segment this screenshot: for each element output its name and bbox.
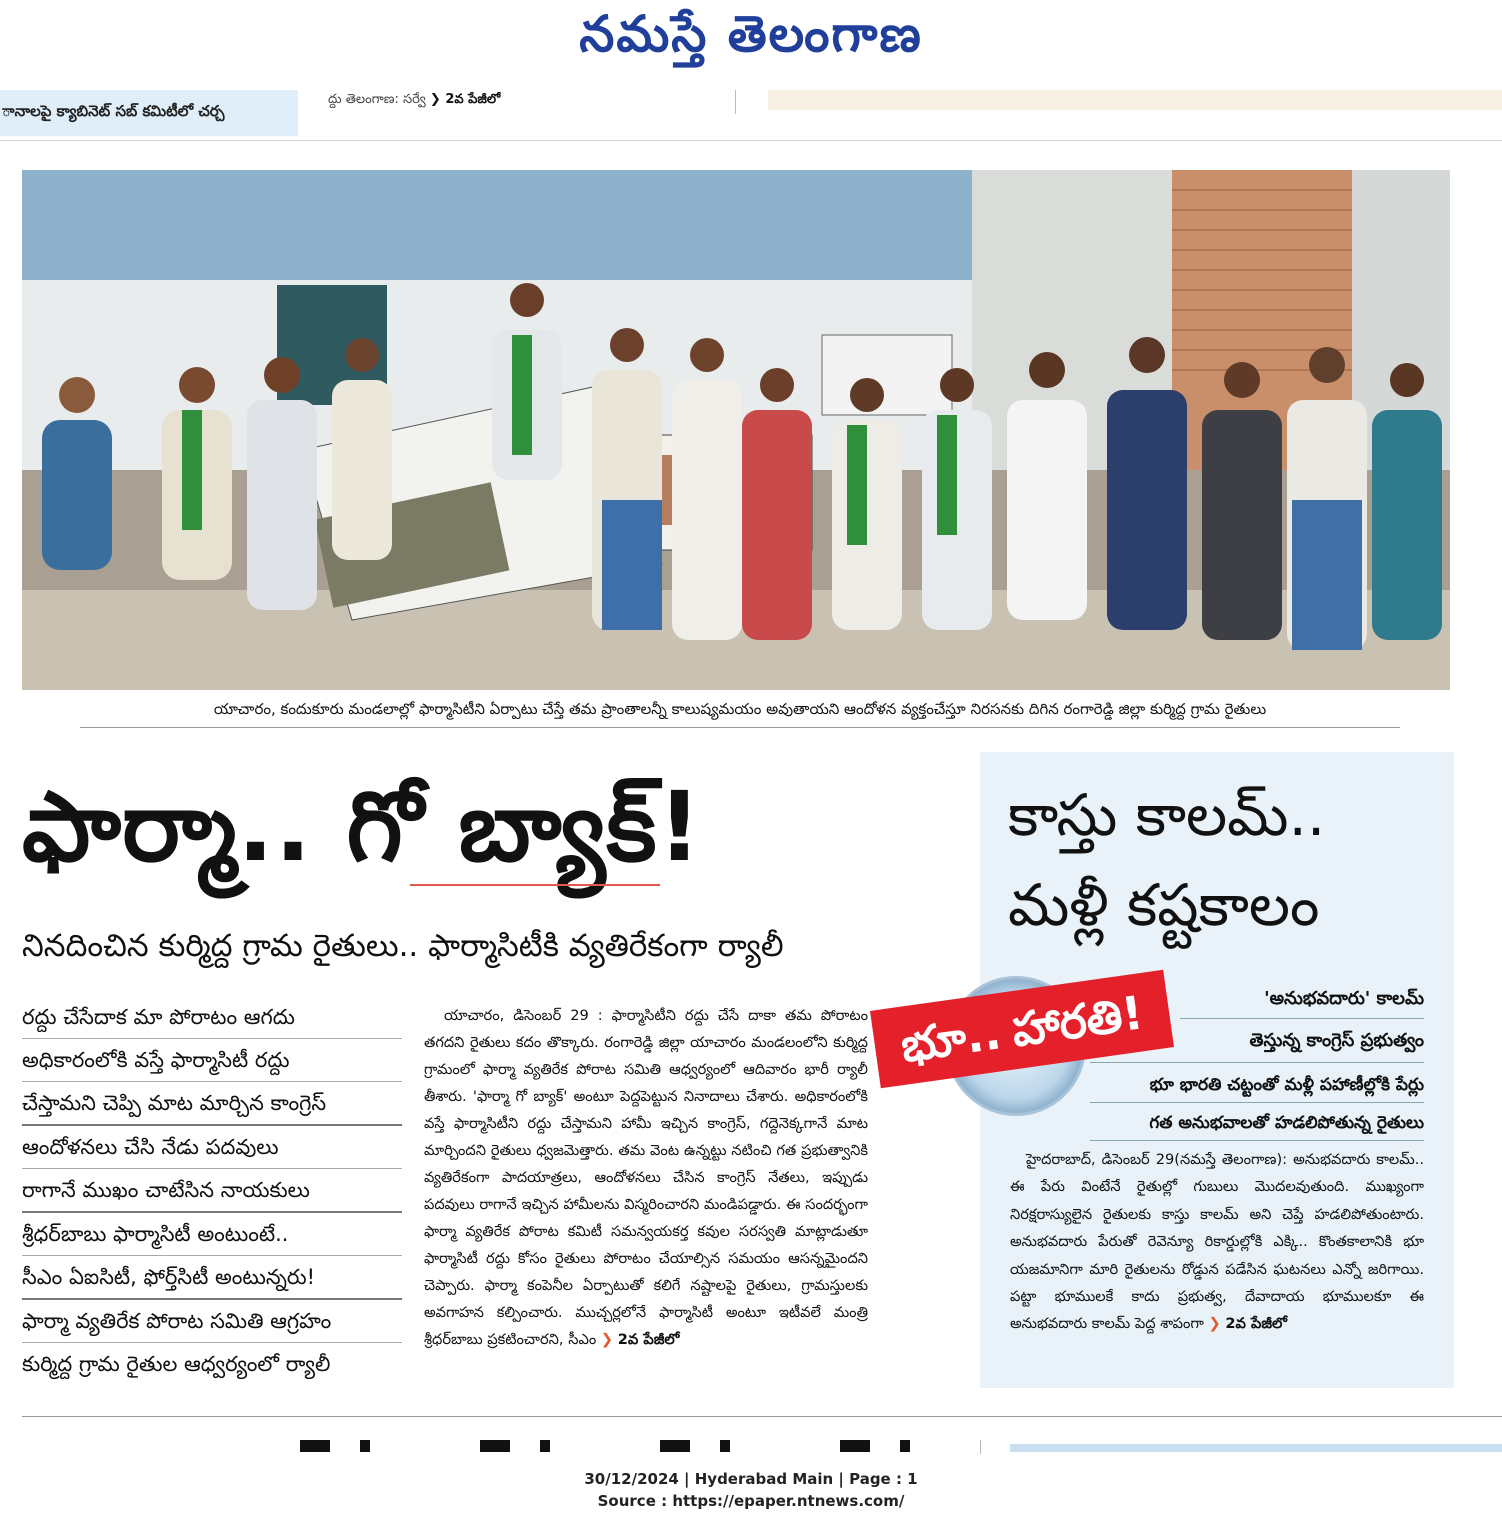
badge-word: హారతి! (1008, 985, 1147, 1058)
main-continued-ref[interactable]: 2వ పేజీలో (617, 1331, 680, 1348)
main-headline: ఫార్మా.. గో బ్యాక్! (22, 771, 703, 883)
sidebar-kicker-2: తెస్తున్న కాంగ్రెస్ ప్రభుత్వం (1249, 1030, 1424, 1051)
sidebar-deck-2: గత అనుభవాలతో హడలిపోతున్న రైతులు (1149, 1113, 1424, 1133)
teaser-right-band (768, 90, 1502, 110)
highlight-item: అధికారంలోకి వస్తే ఫార్మాసిటీ రద్దు (22, 1039, 402, 1082)
highlight-item: చేస్తామని చెప్పి మాట మార్చిన కాంగ్రెస్ (22, 1082, 402, 1126)
highlight-item: శ్రీధర్‌బాబు ఫార్మాసిటీ అంటుంటే.. (22, 1213, 402, 1256)
highlight-item: రద్దు చేసేదాక మా పోరాటం ఆగదు (22, 996, 402, 1039)
next-story-band (1010, 1444, 1502, 1452)
highlight-item: కుర్మిద్ద గ్రామ రైతుల ఆధ్వర్యంలో ర్యాలీ (22, 1352, 331, 1376)
sidebar-story-body (1010, 1146, 1424, 1376)
bottom-rule (22, 1416, 1502, 1417)
footer-edition-line: 30/12/2024 | Hyderabad Main | Page : 1 (584, 1470, 918, 1488)
teaser-divider (735, 90, 736, 114)
headline-accent-rule (410, 884, 660, 886)
caption-rule (80, 727, 1400, 728)
continue-arrow-icon: ❯ (600, 1331, 614, 1348)
bottom-divider (980, 1440, 981, 1454)
sidebar-deck-1: భూ భారతి చట్టంతో మళ్లీ పహాణీల్లోకి పేర్లు (1149, 1075, 1424, 1095)
badge-prefix: భూ.. (897, 1005, 1005, 1073)
footer-source-line[interactable]: Source : https://epaper.ntnews.com/ (597, 1492, 905, 1510)
sidebar-rule (1180, 1018, 1424, 1019)
next-headline-fragment (300, 1440, 940, 1452)
protest-photo-illustration (22, 170, 1450, 690)
highlight-item: ఆందోళనలు చేసి నేడు పదవులు (22, 1126, 402, 1169)
highlight-item: సీఎం ఏఐసిటీ, ఫోర్త్‌సిటీ అంటున్నరు! (22, 1256, 402, 1300)
highlights-list (22, 996, 402, 1385)
teaser-mid-text: ద్దు తెలంగాణ: సర్వే (328, 92, 426, 107)
continue-arrow-icon: ❯ (1208, 1315, 1221, 1333)
news-photo (22, 170, 1450, 690)
sidebar-rule (1090, 1062, 1424, 1063)
photo-caption: యాచారం, కందుకూరు మండలాల్లో ఫార్మాసిటీని ఏర్పాటు చేస్తే తమ ప్రాంతాలన్నీ కాలుష్యమయం అవుతాయని ఆందోళన వ్యక్తంచేస్తూ నిరసనకు దిగిన రంగారెడ్డి జిల్లా కుర్మిద్ద గ్రామ రైతులు (213, 700, 1267, 718)
page-footer (0, 1468, 1502, 1512)
teaser-mid-ref: ❯ 2వ పేజీలో (429, 92, 501, 107)
sidebar-rule (1090, 1102, 1424, 1103)
main-story-body (424, 1002, 868, 1392)
highlight-item: ఫార్మా వ్యతిరేక పోరాట సమితి ఆగ్రహం (22, 1300, 402, 1343)
sidebar-headline-line1: కాస్తు కాలమ్.. (1008, 781, 1326, 849)
sidebar-rule (1090, 1140, 1424, 1141)
top-rule (0, 140, 1502, 141)
teaser-left: ానాలపై క్యాబినెట్ సబ్ కమిటీలో చర్చ (0, 90, 298, 136)
main-body-text: యాచారం, డిసెంబర్ 29 : ఫార్మాసిటీని రద్దు చేసే దాకా తమ పోరాటం తగదని రైతులు కదం తొక్కారు. రంగారెడ్డి జిల్లా యాచారం మండలంలోని కుర్మిద్ద గ్రామంలో ఫార్మా వ్యతిరేక పోరాట సమితి ఆధ్వర్యంలో ఆదివారం భారీ ర్యాలీ తీశారు. 'ఫార్మా గో బ్యాక్' అంటూ పెద్దపెట్టున నినాదాలు చేశారు. అధికారంలోకి వస్తే ఫార్మాసిటీని రద్దు చేస్తామని హామీ ఇచ్చిన కాంగ్రెస్, గద్దెనెక్కగానే మాట మార్చిందని రైతులు ధ్వజమెత్తారు. తమ వెంట ఉన్నట్టు నటించి గత ప్రభుత్వానికి వ్యతిరేకంగా పాదయాత్రలు, ఆందోళనలు చేసిన కాంగ్రెస్ నేతలు, ఇప్పుడు పదవులు రాగానే ఇచ్చిన హామీలను విస్మరించారని మండిపడ్డారు. ఈ సందర్భంగా ఫార్మా వ్యతిరేక పోరాట కమిటీ సమన్వయకర్త కవుల సరస్వతి మాట్లాడుతూ ఫార్మాసిటీ రద్దు కోసం రైతులు పోరాటం చేయాల్సిన సమయం ఆసన్నమైందని చెప్పారు. ఫార్మా కంపెనీల ఏర్పాటుతో కలిగే నష్టాలపై రైతులు, గ్రామస్తులకు అవగాహన కల్పించారు. ముచ్చర్లలోనే ఫార్మాసిటీ అంటూ ఇటీవలే మంత్రి శ్రీధర్‌బాబు ప్రకటించారని, సీఎం (424, 1007, 868, 1348)
sidebar-headline-line2: మళ్లీ కష్టకాలం (1008, 871, 1320, 939)
sidebar-body-text: హైదరాబాద్, డిసెంబర్ 29(నమస్తే తెలంగాణ): అనుభవదారు కాలమ్.. ఈ పేరు వింటేనే రైతుల్లో గుబులు మొదలవుతుంది. ముఖ్యంగా నిరక్షరాస్యులైన రైతులకు కాస్తు కాలమ్ అని చెప్తే హడలిపోతుంటారు. అనుభవదారు పేరుతో రెవెన్యూ రికార్డుల్లోకి ఎక్కి.. కొంతకాలానికి భూ యజమానిగా మారి రైతులను రోడ్డున పడేసిన ఘటనలు ఎన్నో జరిగాయి. పట్టా భూములకే కాదు ప్రభుత్వ, దేవాదాయ భూములకూ ఈ అనుభవదారు కాలమ్ పెద్ద శాపంగా (1010, 1151, 1424, 1333)
sidebar-headline (1008, 770, 1448, 950)
main-subhead: నినదించిన కుర్మిద్ద గ్రామ రైతులు.. ఫార్మాసిటీకి వ్యతిరేకంగా ర్యాలీ (22, 928, 784, 964)
teaser-mid (328, 92, 728, 114)
sidebar-kicker-1: 'అనుభవదారు' కాలమ్ (1264, 988, 1424, 1009)
highlight-item: రాగానే ముఖం చాటేసిన నాయకులు (22, 1169, 402, 1213)
masthead-title: నమస్తే తెలంగాణ (579, 4, 923, 63)
sidebar-continued-ref[interactable]: 2వ పేజీలో (1225, 1315, 1288, 1333)
